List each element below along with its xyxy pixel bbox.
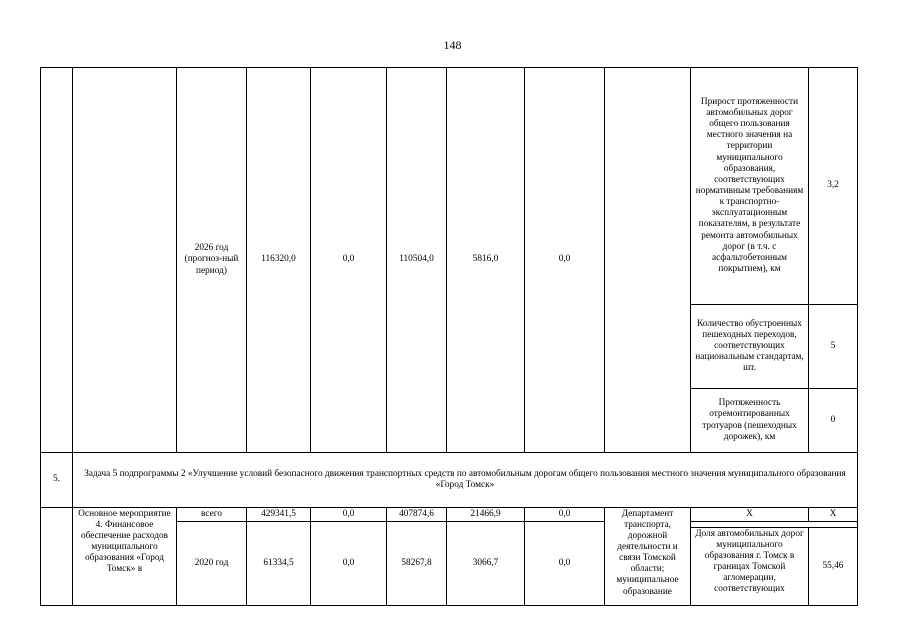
task-title-cell: Задача 5 подпрограммы 2 «Улучшение условий безопасного движения транспортных средств по автомобильным дорогам общего пользования местного значения муниципального образования «Город Томск» (73, 453, 858, 508)
federal-budget-cell: 0,0 (311, 508, 387, 522)
federal-budget-cell: 0,0 (311, 522, 387, 606)
table-row (41, 453, 858, 508)
measure-name-cell (73, 508, 177, 606)
period-cell: 2026 год (прогноз-ный период) (177, 68, 247, 453)
total-cell: 116320,0 (247, 68, 311, 453)
indicator-name-cell: Протяженность отремонтированных тротуаров (пешеходных дорожек), км (691, 389, 809, 453)
program-table (40, 67, 858, 606)
indicator-value-cell: 0 (809, 389, 858, 453)
indicator-value-cell: 55,46 (809, 528, 858, 606)
executor-cell (605, 508, 691, 606)
regional-budget-cell: 110504,0 (387, 68, 447, 453)
row-number-cell (41, 508, 73, 606)
local-budget-cell: 3066,7 (447, 522, 525, 606)
indicator-name-cell: Количество обустроенных пешеходных переходов, соответствующих национальным стандартам, шт. (691, 305, 809, 389)
other-sources-cell: 0,0 (525, 522, 605, 606)
indicator-name-cell: Прирост протяженности автомобильных дорог общего пользования местного значения на территории муниципального образования, соответствующих нормативным требованиям к транспортно-эксплуатационным показателям, в результате ремонта автомобильных дорог (в т.ч. с асфальтобетонным покрытием), км (691, 68, 809, 305)
indicator-value-cell: 3,2 (809, 68, 858, 305)
executor-name: Департамент транспорта, дорожной деятельности и связи Томской области; муниципальное образование (616, 508, 679, 597)
indicator-value-cell: 5 (809, 305, 858, 389)
indicator-value-cell: Х (809, 508, 858, 522)
measure-name-cell (73, 68, 177, 453)
indicator-name-cell (691, 528, 809, 606)
indicator-name-cell: Х (691, 508, 809, 522)
page-number: 148 (443, 38, 462, 52)
executor-cell (605, 68, 691, 453)
other-sources-cell: 0,0 (525, 68, 605, 453)
other-sources-cell: 0,0 (525, 508, 605, 522)
indicator-name: Доля автомобильных дорог муниципального образования г. Томск в границах Томской агломерации, соответствующих (695, 528, 804, 595)
local-budget-cell: 5816,0 (447, 68, 525, 453)
table-row (41, 508, 858, 522)
table-row (41, 68, 858, 305)
regional-budget-cell: 58267,8 (387, 522, 447, 606)
local-budget-cell: 21466,9 (447, 508, 525, 522)
total-cell: 61334,5 (247, 522, 311, 606)
period-cell: всего (177, 508, 247, 522)
period-cell: 2020 год (177, 522, 247, 606)
total-cell: 429341,5 (247, 508, 311, 522)
regional-budget-cell: 407874,6 (387, 508, 447, 522)
federal-budget-cell: 0,0 (311, 68, 387, 453)
row-number-cell (41, 68, 73, 453)
measure-name: Основное мероприятие 4. Финансовое обеспечение расходов муниципального образования «Город Томск» в (78, 508, 171, 575)
task-number-cell: 5. (41, 453, 73, 508)
